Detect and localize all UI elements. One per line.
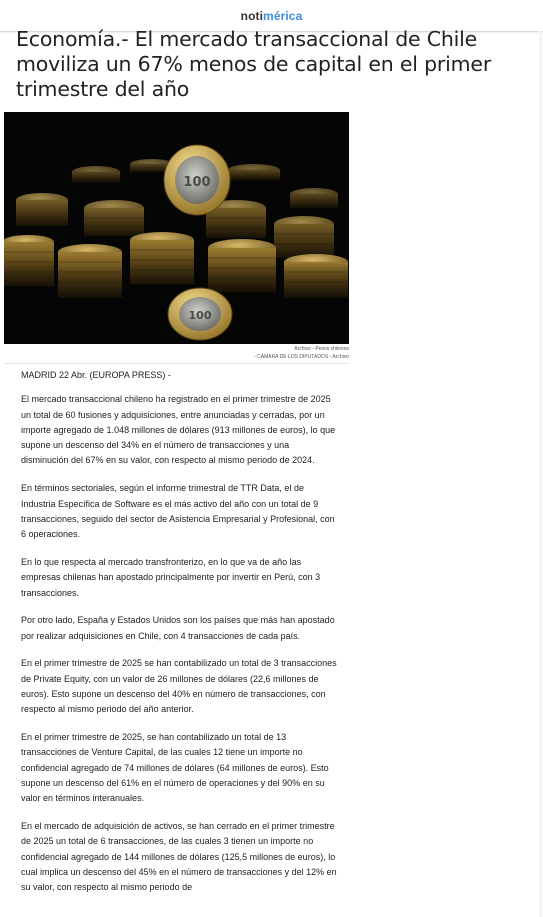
paragraph: En el primer trimestre de 2025 se han contabilizado un total de 3 transacciones de Private Equity, con un valor de 26 millones de dólares (22,6 millones de euros). Esto supone un descenso del 40% en número de transacciones, con respecto al mismo periodo del año anterior. (21, 658, 337, 715)
image-source: - CÁMARA DE LOS DIPUTADOS - Archivo (254, 354, 349, 360)
paragraph: El mercado transaccional chileno ha registrado en el primer trimestre de 2025 un total de 60 fusiones y adquisiciones, entre anunciadas y cerradas, por un importe agregado de 1.048 millones de dólares (913 millones de euros), lo que supone un descenso del 34% en el número de transacciones y una disminución del 67% en su valor, con respecto al mismo periodo de 2024. (21, 394, 336, 466)
article-image (4, 112, 349, 344)
divider (4, 363, 349, 364)
logo-text-merica: mérica (263, 9, 303, 23)
site-logo[interactable] (241, 9, 303, 23)
paragraph: En lo que respecta al mercado transfronterizo, en lo que va de año las empresas chilenas han apostado principalmente por invertir en Perú, con 3 transacciones. (21, 556, 321, 598)
image-caption: Archivo - Pesos chilenos (294, 346, 349, 352)
paragraph: Por otro lado, España y Estados Unidos son los países que más han apostado por realizar adquisiciones en Chile, con 4 transacciones de cada país. (21, 615, 335, 641)
article-body (21, 368, 339, 908)
svg-text:100: 100 (188, 309, 212, 322)
foreground-coin (168, 288, 232, 340)
article-headline: Economía.- El mercado transaccional de Chile moviliza un 67% menos de capital en el primer trimestre del año (16, 27, 492, 101)
logo-text-noti: noti (240, 9, 264, 23)
scrollbar[interactable] (539, 31, 542, 917)
image-credit (254, 345, 349, 361)
standing-coin (164, 145, 230, 215)
dateline: MADRID 22 Abr. (EUROPA PRESS) - (21, 370, 171, 380)
paragraph: En el mercado de adquisición de activos, se han cerrado en el primer trimestre de 2025 un total de 6 transacciones, de las cuales 3 tienen un importe no confidencial agregado de 144 millones de dólares (125,5 millones de euros), lo cual implica un descenso del 45% en el número de transacciones y del 12% en su valor, con respecto al mismo periodo de (21, 821, 337, 893)
paragraph: En términos sectoriales, según el informe trimestral de TTR Data, el de Industria Específica de Software es el más activo del año con un total de 9 transacciones, seguido del sector de Asistencia Empresarial y Profesional, con 6 operaciones. (21, 483, 335, 540)
coins-photo (4, 112, 349, 344)
svg-text:100: 100 (183, 175, 211, 190)
paragraph: En el primer trimestre de 2025, se han contabilizado un total de 13 transacciones de Venture Capital, de las cuales 12 tiene un importe no confidencial agregado de 74 millones de dólares (64 millones de euros). Esto supone un descenso del 61% en el número de operaciones y del 90% en su valor en términos interanuales. (21, 732, 329, 804)
